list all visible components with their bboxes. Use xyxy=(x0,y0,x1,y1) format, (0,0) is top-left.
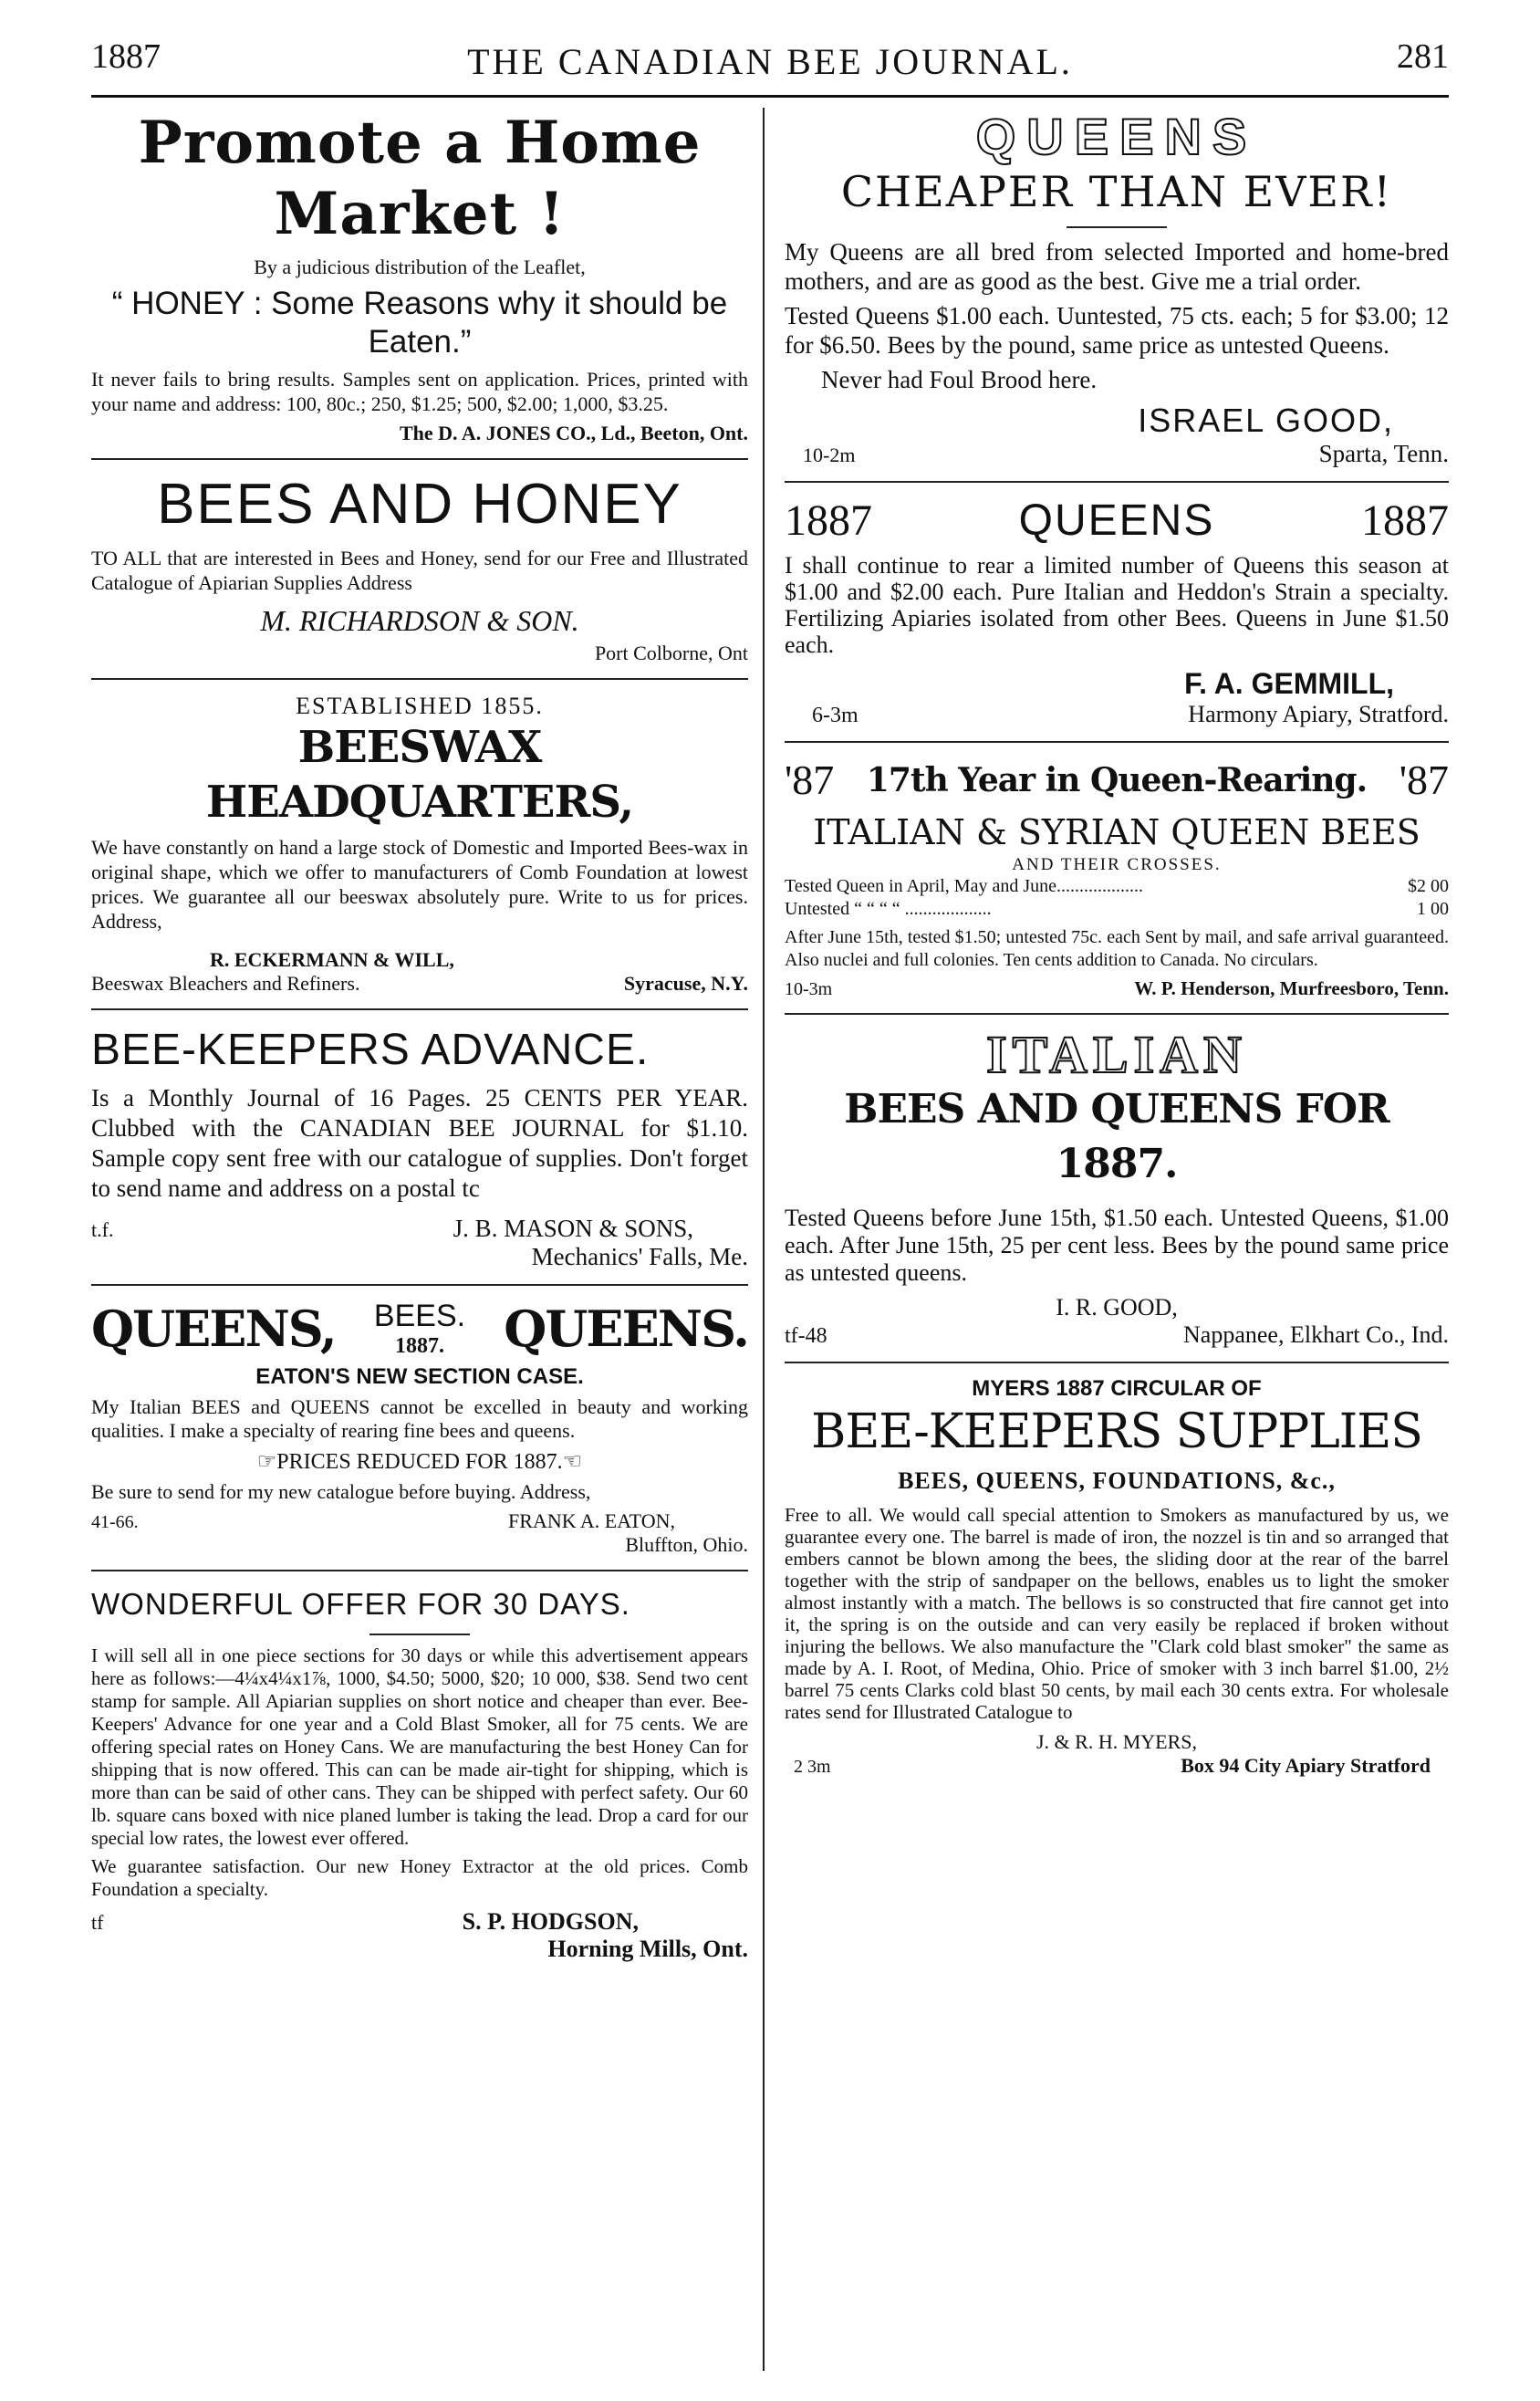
ad-hodgson xyxy=(91,1584,748,1963)
journal-title: THE CANADIAN BEE JOURNAL. xyxy=(467,41,1073,82)
ad-place: Syracuse, N.Y. xyxy=(623,972,748,995)
ad-code: tf xyxy=(91,1911,104,1934)
ad-separator xyxy=(785,741,1449,743)
ad-code: 2 3m xyxy=(794,1757,831,1777)
ad-headline: Promote a Home Market ! xyxy=(138,109,702,248)
ad-top: MYERS 1887 CIRCULAR OF xyxy=(972,1376,1262,1401)
ad-code: 10-3m xyxy=(785,979,833,999)
price-row-tested xyxy=(785,875,1449,898)
ad-body2: We guarantee satisfaction. Our new Honey Extractor at the old prices. Comb Foundation a specialty. xyxy=(91,1855,748,1900)
ad-sub: AND THEIR CROSSES. xyxy=(1012,855,1222,874)
ad-code: 10-2m xyxy=(803,444,856,466)
ad-body: Is a Monthly Journal of 16 Pages. 25 CENTS PER YEAR. Clubbed with the CANADIAN BEE JOURNAL for $1.10. Sample copy sent free with our catalogue of supplies. Don't forget to send name and address on a postal tc xyxy=(91,1084,748,1202)
price-label: Tested Queen in April, May and June................... xyxy=(785,876,1143,896)
ad-ir-good xyxy=(785,1025,1449,1349)
ad-code: 6-3m xyxy=(812,704,858,727)
ad-headline: ITALIAN & SYRIAN QUEEN BEES xyxy=(813,812,1420,852)
ad-title-row xyxy=(785,496,1449,547)
ad-title: 17th Year in Queen-Rearing. xyxy=(866,760,1368,799)
ad-center-year: 1887. xyxy=(394,1334,444,1358)
ad-mason xyxy=(91,1023,748,1271)
ad-place: Horning Mills, Ont. xyxy=(547,1936,748,1962)
ad-name: J. & R. H. MYERS, xyxy=(1035,1730,1198,1753)
ad-place: Port Colborne, Ont xyxy=(594,642,748,664)
ad-gemmill xyxy=(785,496,1449,728)
ad-separator xyxy=(91,1570,748,1571)
ad-body: TO ALL that are interested in Bees and Honey, send for our Free and Illustrated Catalogue of Apiarian Supplies Address xyxy=(91,547,748,594)
left-column xyxy=(91,108,748,2371)
ad-center-top: BEES. xyxy=(373,1299,466,1333)
header-year: 1887 xyxy=(91,37,161,76)
ad-body: Tested Queens before June 15th, $1.50 each. Untested Queens, $1.00 each. After June 15th, 25 per cent less. Bees by the pound same price as untested queens. xyxy=(785,1205,1449,1286)
ad-body2: Be sure to send for my new catalogue before buying. Address, xyxy=(91,1480,591,1503)
ad-sub: EATON'S NEW SECTION CASE. xyxy=(255,1364,584,1389)
ad-headline: BEE-KEEPERS ADVANCE. xyxy=(91,1026,650,1074)
ad-body: Free to all. We would call special attention to Smokers as manufactured by us, we guarantee every one. The barrel is made of iron, the nozzel is tin and so arranged that embers cannot be blown among the bees, the sliding door at the rear of the barrel together with the strip of sandpaper on the bellows, enables us to light the smoker almost instantly with a match. The bellows is so constructed that fire cannot get into it, the spring is on the outside and can very easily be replaced if broken without injuring the bellows. We also manufacture the "Clark cold blast smoker" the same as made by A. I. Root, of Medina, Ohio. Price of smoker with 3 inch barrel $1.00, 2½ barrel 75 cents Clarks cold blast 50 cents, by mail each 30 cents extra. For wholesale rates send for Illustrated Catalogue to xyxy=(785,1504,1449,1723)
ad-headline: ITALIAN xyxy=(986,1025,1247,1084)
short-rule xyxy=(369,1634,470,1635)
ad-headline: BEES AND HONEY xyxy=(157,473,682,536)
page-number: 281 xyxy=(1397,37,1449,76)
ad-year-left: 1887 xyxy=(785,496,872,545)
ad-name: S. P. HODGSON, xyxy=(462,1908,639,1935)
ad-footer-row xyxy=(91,1509,748,1533)
ad-headline: BEESWAX HEADQUARTERS, xyxy=(205,722,634,828)
ad-place: Sparta, Tenn. xyxy=(1318,440,1449,467)
ad-name: R. ECKERMANN & WILL, xyxy=(210,948,454,971)
ad-footer-row xyxy=(785,701,1449,728)
ad-jones-leaflet xyxy=(91,108,748,445)
ad-richardson xyxy=(91,473,748,665)
ad-myers xyxy=(785,1376,1449,1778)
ad-place: Harmony Apiary, Stratford. xyxy=(1188,701,1449,727)
right-column xyxy=(785,108,1449,2371)
price-label: Untested “ “ “ “ ................... xyxy=(785,899,992,919)
ad-separator xyxy=(91,678,748,680)
ad-name: J. B. MASON & SONS, xyxy=(453,1215,693,1242)
short-rule xyxy=(1067,226,1167,228)
ad-year-right: 1887 xyxy=(1361,496,1449,545)
ad-body2: Tested Queens $1.00 each. Uuntested, 75 cts. each; 5 for $3.00; 12 for $6.50. Bees by the pound, same price as untested Queens. xyxy=(785,302,1449,359)
ad-body: I will sell all in one piece sections for 30 days or while this advertisement appears here as follows:—4¼x4¼x1⅞, 1000, $4.50; 5000, $20; 10 000, $38. Send two cent stamp for sample. All Apiarian supplies on short notice and cheaper than ever. Bee-Keepers' Advance for one year and a Cold Blast Smoker, all for 75 cents. We are offering special rates on Honey Cans. We are manufacturing the best Honey Can for shipping that is now offered. This can can be made air-tight for shipping, which is more than can be said of other cans. They can be shipped with perfect safety. Our 60 lb. square cans boxed with nice planed lumber is taking the lead. Drop a card for our special low rates, the lowest ever offered. xyxy=(91,1644,748,1849)
ad-place: Box 94 City Apiary Stratford xyxy=(1181,1754,1431,1777)
ad-signature: The D. A. JONES CO., Ld., Beeton, Ont. xyxy=(400,422,748,444)
ad-sub: CHEAPER THAN EVER! xyxy=(840,167,1393,216)
ad-body: I shall continue to rear a limited number of Queens this season at $1.00 and $2.00 each. Pure Italian and Heddon's Strain a specialty. Fertilizing Apiaries isolated from other Bees. Queens in June $1.50 each. xyxy=(785,552,1449,658)
ad-separator xyxy=(785,1013,1449,1015)
ad-name: ISRAEL GOOD, xyxy=(1138,402,1394,439)
ad-word-left: QUEENS, xyxy=(91,1300,336,1358)
ad-eckermann xyxy=(91,693,748,996)
ad-body: After June 15th, tested $1.50; untested 75c. each Sent by mail, and safe arrival guaranteed. Also nuclei and full colonies. Ten cents addition to Canada. No circulars. xyxy=(785,927,1449,970)
ad-code: 41-66. xyxy=(91,1512,139,1532)
ad-year-left: '87 xyxy=(785,757,835,803)
ad-body: We have constantly on hand a large stock of Domestic and Imported Bees-wax in original shape, which we offer to manufacturers of Comb Foundation at lowest prices. We guarantee all our beeswax absolutely pure. Write to us for prices. Address, xyxy=(91,836,748,933)
column-divider xyxy=(763,108,765,2371)
ad-prices: ☞PRICES REDUCED FOR 1887.☜ xyxy=(256,1450,583,1474)
ad-sub: BEES AND QUEENS FOR 1887. xyxy=(844,1086,1389,1187)
ad-separator xyxy=(91,1284,748,1286)
ad-separator xyxy=(91,1008,748,1010)
ad-footer-row xyxy=(91,1908,748,1936)
ad-code: tf-48 xyxy=(785,1324,827,1348)
ad-separator xyxy=(91,458,748,460)
ad-henderson xyxy=(785,756,1449,1000)
ad-place: Bluffton, Ohio. xyxy=(625,1533,748,1556)
ad-israel-good xyxy=(785,108,1449,468)
header-rule xyxy=(91,95,1449,98)
ad-place: Mechanics' Falls, Me. xyxy=(531,1243,748,1270)
ad-sub: BEES, QUEENS, FOUNDATIONS, &c., xyxy=(898,1467,1336,1494)
ad-footer-row xyxy=(91,1215,748,1243)
ad-separator xyxy=(785,1362,1449,1363)
ad-body: It never fails to bring results. Samples sent on application. Prices, printed with your name and address: 100, 80c.; 250, $1.25; 500, $2.00; 1,000, $3.25. xyxy=(91,368,748,415)
ad-established: ESTABLISHED 1855. xyxy=(296,693,544,719)
ad-name: W. P. Henderson, Murfreesboro, Tenn. xyxy=(1134,977,1449,999)
page-header xyxy=(91,37,1449,91)
ad-name: FRANK A. EATON, xyxy=(508,1509,675,1532)
ad-title-row xyxy=(785,756,1449,804)
ad-body: My Italian BEES and QUEENS cannot be excelled in beauty and working qualities. I make a specialty of rearing fine bees and queens. xyxy=(91,1395,748,1442)
ad-center-stack xyxy=(374,1299,465,1359)
ad-title-row xyxy=(91,1299,748,1359)
ad-quote: “ HONEY : Some Reasons why it should be Eaten.” xyxy=(111,286,728,360)
ad-name: F. A. GEMMILL, xyxy=(1184,667,1394,700)
ad-word-right: QUEENS. xyxy=(504,1300,748,1358)
ad-headline: WONDERFUL OFFER FOR 30 DAYS. xyxy=(91,1587,630,1621)
ad-footer-row xyxy=(91,972,748,996)
ad-year-right: '87 xyxy=(1399,757,1449,803)
ad-tag: Beeswax Bleachers and Refiners. xyxy=(91,972,360,995)
ad-headline: BEE-KEEPERS SUPPLIES xyxy=(811,1404,1422,1459)
ad-headline: QUEENS xyxy=(975,108,1258,165)
price-value: 1 00 xyxy=(1417,899,1449,919)
ad-name: I. R. GOOD, xyxy=(1056,1294,1178,1321)
ad-place: Nappanee, Elkhart Co., Ind. xyxy=(1183,1321,1449,1348)
ad-eaton xyxy=(91,1299,748,1557)
ad-title: QUEENS xyxy=(1018,496,1215,545)
ad-body3: Never had Foul Brood here. xyxy=(821,366,1098,393)
ad-separator xyxy=(785,481,1449,483)
ad-name: M. RICHARDSON & SON. xyxy=(260,604,579,637)
ad-intro: By a judicious distribution of the Leaflet, xyxy=(254,256,586,278)
ad-footer-row xyxy=(785,977,1449,1000)
ad-code: t.f. xyxy=(91,1218,114,1241)
price-value: $2 00 xyxy=(1408,876,1449,896)
ad-body: My Queens are all bred from selected Imported and home-bred mothers, and are as good as the best. Give me a trial order. xyxy=(785,238,1449,295)
price-row-untested xyxy=(785,898,1449,921)
ad-footer-row xyxy=(785,1321,1449,1349)
ad-footer-row xyxy=(785,440,1449,468)
ad-footer-row xyxy=(785,1754,1449,1778)
